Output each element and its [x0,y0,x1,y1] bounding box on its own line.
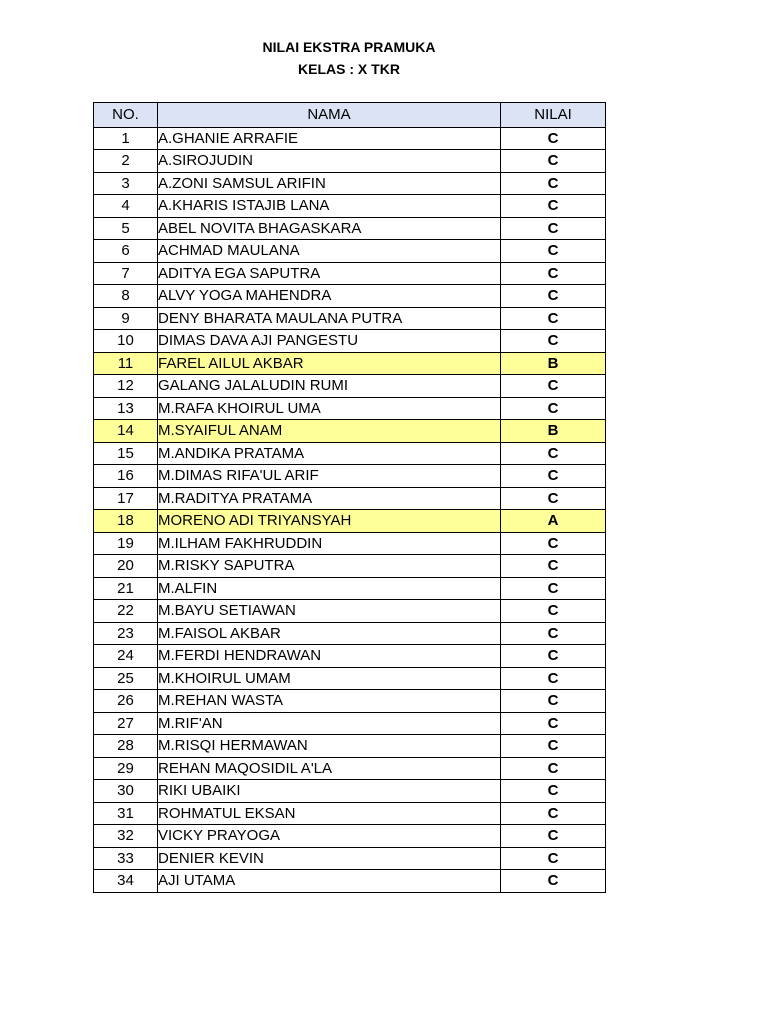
table-row [94,307,606,330]
grade-value: C [501,217,606,240]
table-row [94,600,606,623]
grade-value: C [501,825,606,848]
row-number: 20 [94,555,158,578]
grade-value: C [501,330,606,353]
row-number: 32 [94,825,158,848]
row-number: 8 [94,285,158,308]
row-number: 21 [94,577,158,600]
row-number: 12 [94,375,158,398]
row-number: 16 [94,465,158,488]
row-number: 9 [94,307,158,330]
grade-value: B [501,420,606,443]
grade-value: C [501,757,606,780]
document-subtitle: KELAS : X TKR [298,61,400,77]
table-row [94,645,606,668]
row-number: 24 [94,645,158,668]
student-name: VICKY PRAYOGA [158,825,501,848]
row-number: 7 [94,262,158,285]
table-row [94,825,606,848]
grade-value: C [501,442,606,465]
table-row [94,847,606,870]
table-row [94,240,606,263]
student-name: M.FAISOL AKBAR [158,622,501,645]
table-row [94,757,606,780]
student-name: M.SYAIFUL ANAM [158,420,501,443]
grade-value: C [501,847,606,870]
row-number: 28 [94,735,158,758]
table-row [94,442,606,465]
row-number: 15 [94,442,158,465]
student-name: GALANG JALALUDIN RUMI [158,375,501,398]
row-number: 33 [94,847,158,870]
grade-value: C [501,645,606,668]
table-row [94,172,606,195]
row-number: 3 [94,172,158,195]
student-name: A.ZONI SAMSUL ARIFIN [158,172,501,195]
table-row [94,802,606,825]
row-number: 18 [94,510,158,533]
grade-value: C [501,555,606,578]
table-row [94,127,606,150]
grade-value: C [501,622,606,645]
student-name: DENY BHARATA MAULANA PUTRA [158,307,501,330]
table-row [94,262,606,285]
grade-value: C [501,465,606,488]
table-row [94,870,606,893]
row-number: 13 [94,397,158,420]
row-number: 23 [94,622,158,645]
column-header-nilai: NILAI [501,103,606,128]
row-number: 10 [94,330,158,353]
grade-value: C [501,532,606,555]
student-name: M.RIF'AN [158,712,501,735]
row-number: 5 [94,217,158,240]
student-name: M.ALFIN [158,577,501,600]
row-number: 17 [94,487,158,510]
grade-value: C [501,195,606,218]
table-row [94,330,606,353]
grade-value: C [501,487,606,510]
grade-value: C [501,712,606,735]
table-header-row [94,103,606,128]
table-body [94,127,606,892]
row-number: 31 [94,802,158,825]
table-row [94,667,606,690]
row-number: 26 [94,690,158,713]
grade-value: C [501,667,606,690]
table-row [94,150,606,173]
row-number: 19 [94,532,158,555]
grade-value: C [501,172,606,195]
table-row [94,577,606,600]
student-name: REHAN MAQOSIDIL A'LA [158,757,501,780]
table-row [94,285,606,308]
student-name: M.KHOIRUL UMAM [158,667,501,690]
grade-value: C [501,780,606,803]
document-header [0,36,698,80]
row-number: 2 [94,150,158,173]
grade-value: B [501,352,606,375]
student-name: DIMAS DAVA AJI PANGESTU [158,330,501,353]
student-name: DENIER KEVIN [158,847,501,870]
grades-table [93,102,606,893]
grade-value: C [501,577,606,600]
row-number: 34 [94,870,158,893]
student-name: A.SIROJUDIN [158,150,501,173]
table-row [94,532,606,555]
grade-value: C [501,262,606,285]
student-name: M.REHAN WASTA [158,690,501,713]
grade-value: C [501,690,606,713]
grade-value: C [501,240,606,263]
table-row [94,622,606,645]
table-row [94,352,606,375]
grade-value: C [501,285,606,308]
student-name: M.BAYU SETIAWAN [158,600,501,623]
row-number: 4 [94,195,158,218]
table-row [94,555,606,578]
student-name: ROHMATUL EKSAN [158,802,501,825]
table-row [94,712,606,735]
student-name: ABEL NOVITA BHAGASKARA [158,217,501,240]
row-number: 11 [94,352,158,375]
table-row [94,397,606,420]
student-name: A.GHANIE ARRAFIE [158,127,501,150]
student-name: M.RADITYA PRATAMA [158,487,501,510]
column-header-nama: NAMA [158,103,501,128]
student-name: M.RAFA KHOIRUL UMA [158,397,501,420]
row-number: 6 [94,240,158,263]
grade-value: A [501,510,606,533]
student-name: M.DIMAS RIFA'UL ARIF [158,465,501,488]
table-row [94,217,606,240]
row-number: 1 [94,127,158,150]
student-name: ALVY YOGA MAHENDRA [158,285,501,308]
grade-value: C [501,397,606,420]
student-name: M.RISKY SAPUTRA [158,555,501,578]
column-header-no: NO. [94,103,158,128]
student-name: AJI UTAMA [158,870,501,893]
student-name: M.FERDI HENDRAWAN [158,645,501,668]
document-title: NILAI EKSTRA PRAMUKA [262,39,436,55]
row-number: 25 [94,667,158,690]
row-number: 30 [94,780,158,803]
row-number: 22 [94,600,158,623]
row-number: 14 [94,420,158,443]
table-row [94,735,606,758]
table-row [94,510,606,533]
grade-value: C [501,150,606,173]
grade-value: C [501,802,606,825]
grade-value: C [501,307,606,330]
grade-value: C [501,870,606,893]
table-row [94,375,606,398]
grade-value: C [501,735,606,758]
student-name: RIKI UBAIKI [158,780,501,803]
table-row [94,487,606,510]
table-row [94,465,606,488]
student-name: ACHMAD MAULANA [158,240,501,263]
student-name: ADITYA EGA SAPUTRA [158,262,501,285]
student-name: M.ANDIKA PRATAMA [158,442,501,465]
table-row [94,195,606,218]
grade-value: C [501,600,606,623]
row-number: 27 [94,712,158,735]
table-row [94,690,606,713]
table-row [94,420,606,443]
student-name: A.KHARIS ISTAJIB LANA [158,195,501,218]
row-number: 29 [94,757,158,780]
student-name: MORENO ADI TRIYANSYAH [158,510,501,533]
table-row [94,780,606,803]
student-name: M.RISQI HERMAWAN [158,735,501,758]
grade-value: C [501,375,606,398]
student-name: M.ILHAM FAKHRUDDIN [158,532,501,555]
student-name: FAREL AILUL AKBAR [158,352,501,375]
grade-value: C [501,127,606,150]
